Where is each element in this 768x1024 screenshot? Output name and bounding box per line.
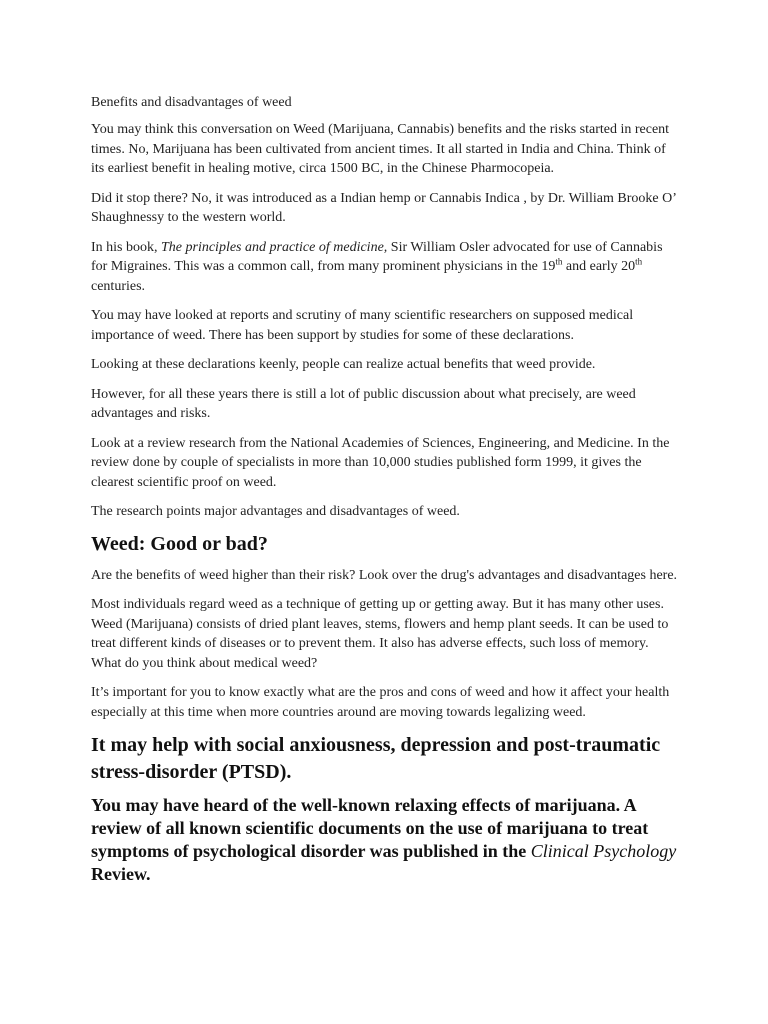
document-title: Benefits and disadvantages of weed bbox=[91, 95, 292, 110]
paragraph-introduction-west: Did it stop there? No, it was introduced as a Indian hemp or Cannabis Indica , by Dr. William Brooke O’ Shaughnessy to the western world. bbox=[91, 190, 676, 225]
paragraph-relaxing-effects bbox=[91, 794, 681, 886]
book-title: The principles and practice of medicine, bbox=[161, 239, 388, 255]
paragraph-reports: You may have looked at reports and scrutiny of many scientific researchers on supposed medical importance of weed. There has been support by studies for some of these declarations. bbox=[91, 308, 634, 343]
text-segment: centuries. bbox=[91, 278, 146, 294]
superscript: th bbox=[555, 256, 563, 267]
paragraph-benefits: Looking at these declarations keenly, people can realize actual benefits that weed provide. bbox=[91, 357, 596, 372]
text-segment: Review. bbox=[91, 864, 151, 884]
paragraph-pros-cons: It’s important for you to know exactly what are the pros and cons of weed and how it affect your health especially at this time when more countries around are moving towards legalizing weed. bbox=[91, 685, 670, 720]
heading-good-or-bad: Weed: Good or bad? bbox=[91, 532, 268, 555]
heading-anxiety-ptsd: It may help with social anxiousness, depression and post-traumatic stress-disorder (PTSD). bbox=[91, 734, 661, 783]
text-segment: Sir William Osler advocated for use of Cannabis for Migraines. This was a common call, from many prominent physicians in the 19 bbox=[91, 239, 663, 274]
text-segment: In his book, bbox=[91, 239, 161, 255]
paragraph-history: You may think this conversation on Weed (Marijuana, Cannabis) benefits and the risks started in recent times. No, Marijuana has been cultivated from ancient times. It all started in India and China. Think of its earliest benefit in healing motive, circa 1500 BC, in the Chinese Pharmocopeia. bbox=[91, 122, 670, 176]
document-page bbox=[91, 94, 681, 886]
paragraph-osler bbox=[91, 238, 681, 297]
paragraph-research-points: The research points major advantages and disadvantages of weed. bbox=[91, 504, 460, 519]
paragraph-uses: Most individuals regard weed as a technique of getting up or getting away. But it has many other uses. Weed (Marijuana) consists of dried plant leaves, stems, flowers and hemp plant seeds. It can be used to treat different kinds of diseases or to prevent them. It also has adverse effects, such loss of memory. What do you think about medical weed? bbox=[91, 597, 669, 671]
paragraph-benefits-vs-risk: Are the benefits of weed higher than their risk? Look over the drug's advantages and disadvantages here. bbox=[91, 567, 678, 583]
paragraph-discussion: However, for all these years there is still a lot of public discussion about what precisely, are weed advantages and risks. bbox=[91, 386, 636, 421]
text-segment: and early 20 bbox=[562, 259, 636, 274]
journal-title: Clinical Psychology bbox=[530, 841, 677, 861]
superscript: th bbox=[635, 256, 643, 267]
text-segment: You may have heard of the well-known relaxing effects of marijuana. A review of all known scientific documents on the use of marijuana to treat symptoms of psychological disorder was published in the bbox=[91, 795, 649, 861]
paragraph-review-research: Look at a review research from the National Academies of Sciences, Engineering, and Medicine. In the review done by couple of specialists in more than 10,000 studies published form 1999, it gives the clearest scientific proof on weed. bbox=[91, 435, 670, 490]
